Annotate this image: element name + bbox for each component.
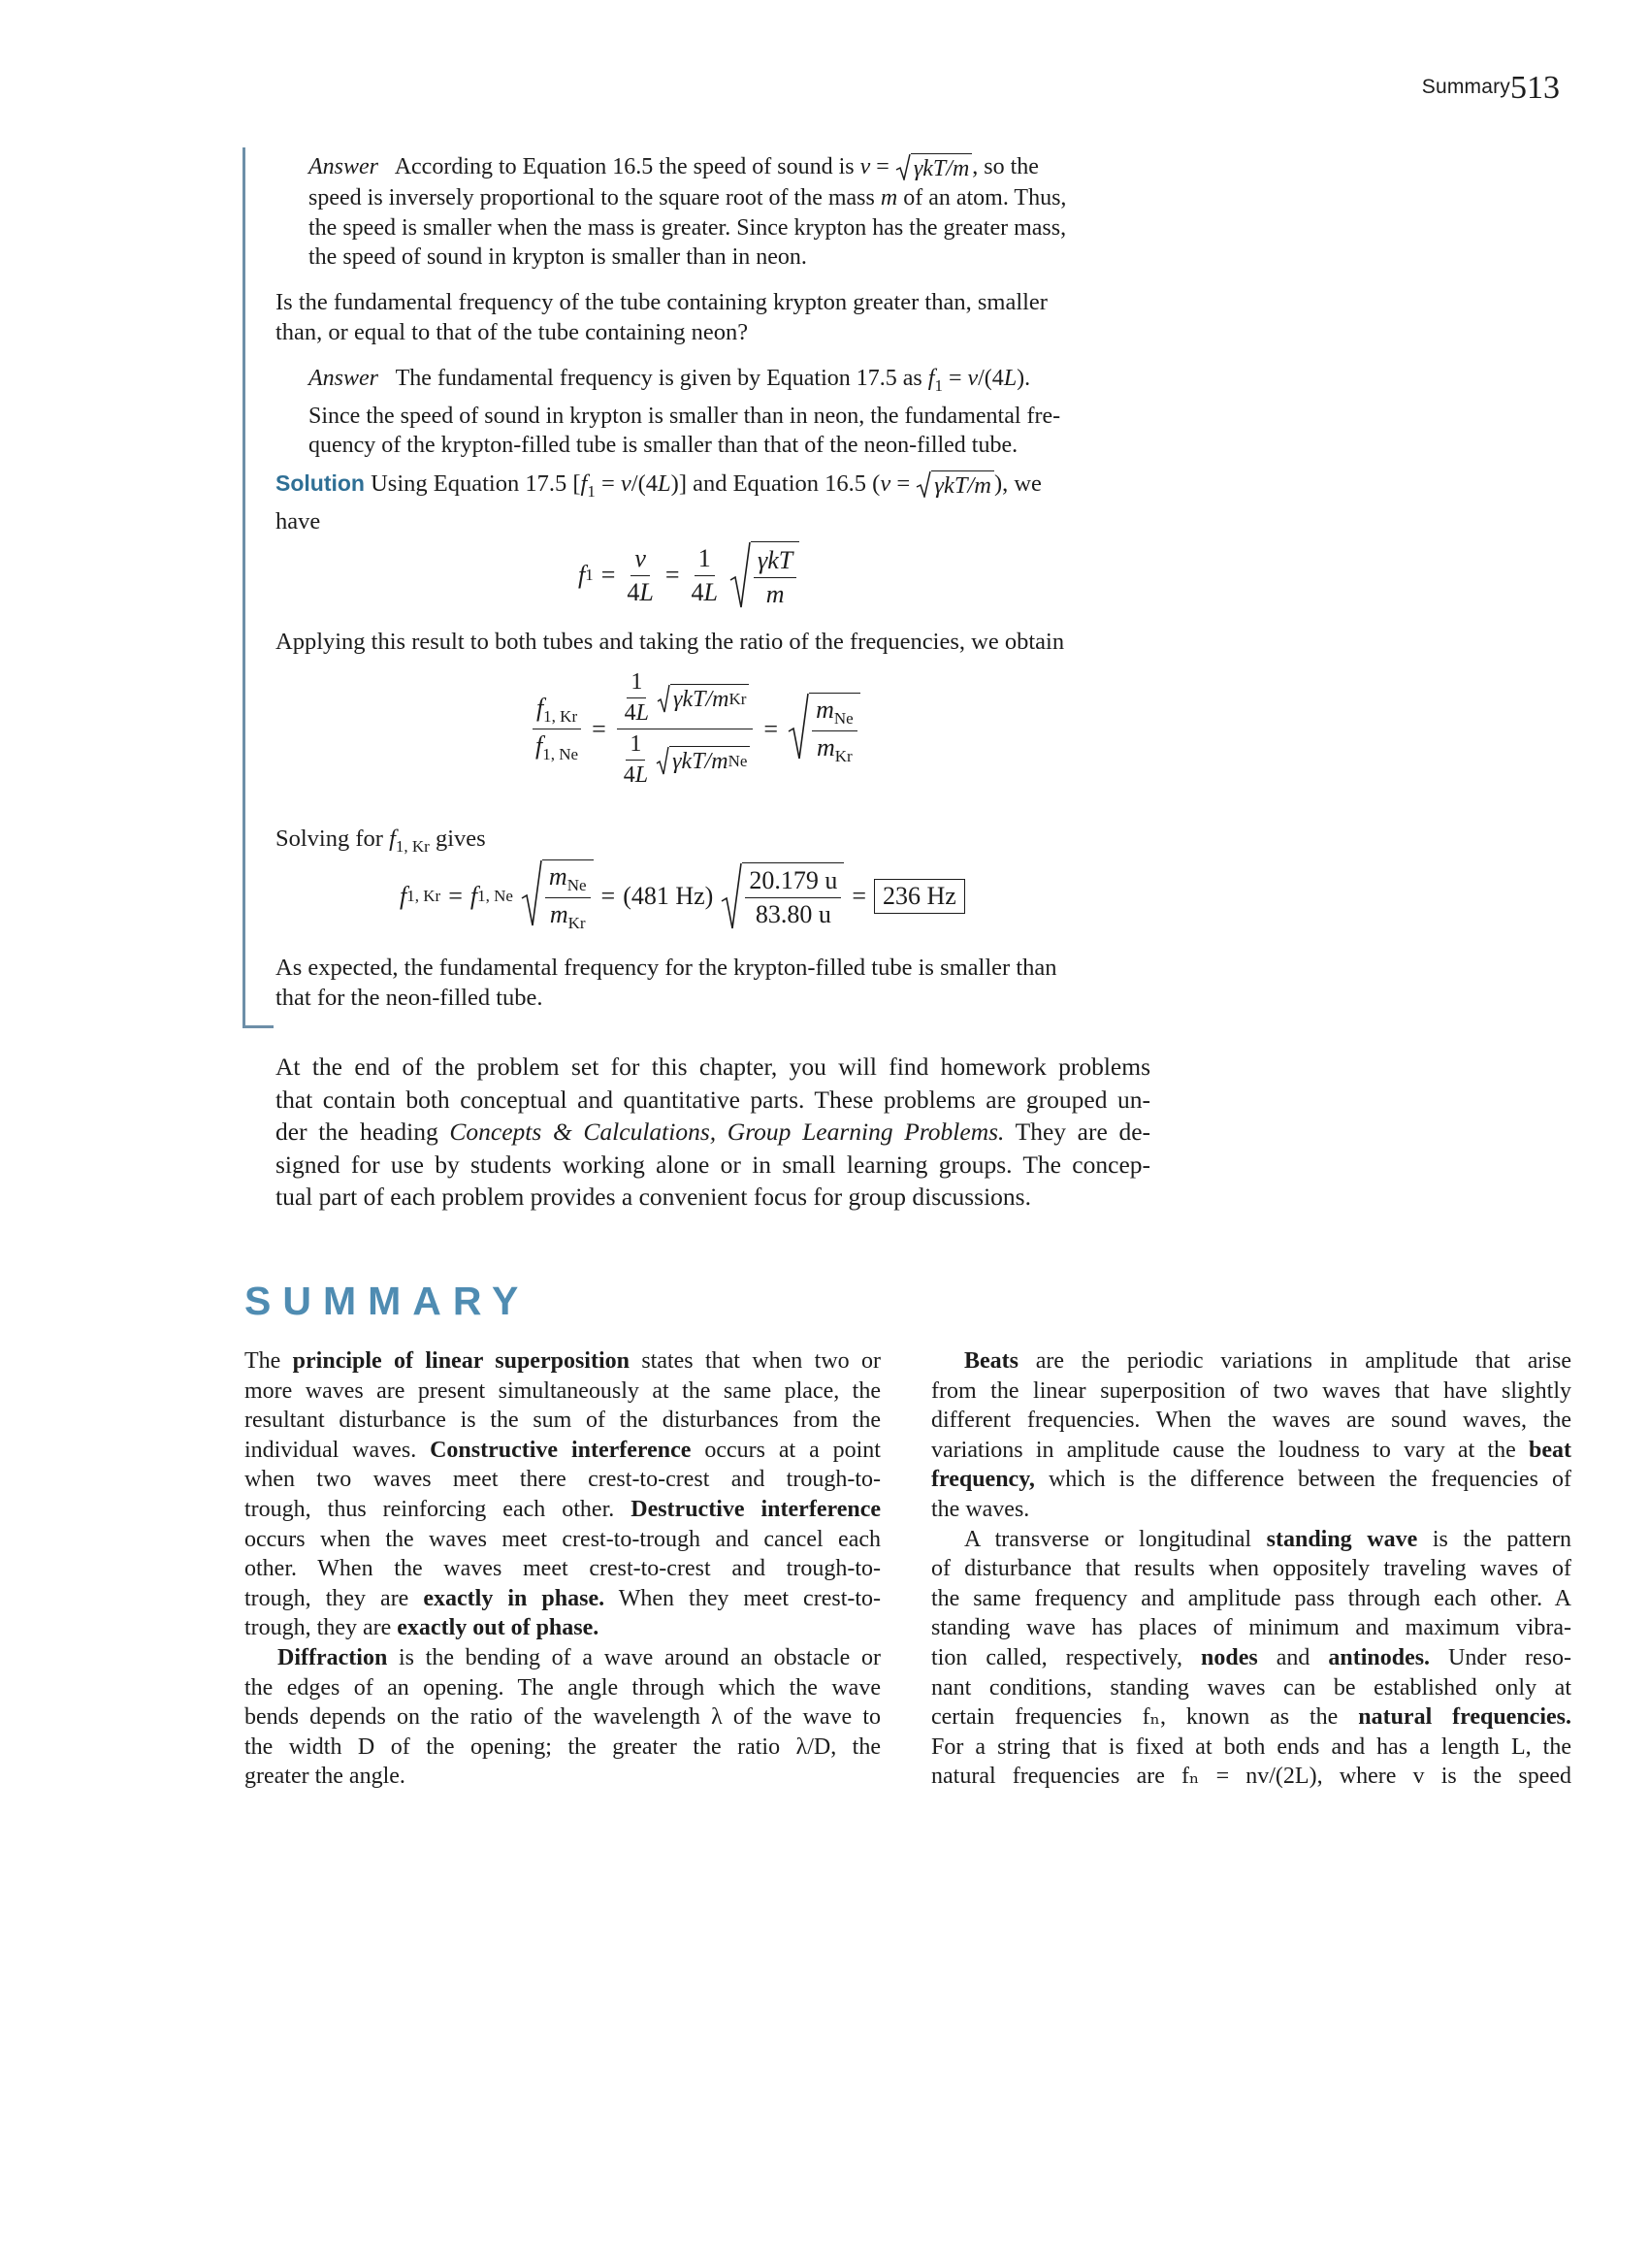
summary-line — [244, 1702, 881, 1733]
key-term: antinodes. — [1328, 1644, 1431, 1670]
key-term: Beats — [964, 1348, 1018, 1374]
answer-2-line-1: The fundamental frequency is given by Equation 17.5 as — [395, 366, 922, 391]
answer-1-line-2: speed is inversely proportional to the square root of the mass — [308, 185, 875, 211]
example-bracket-vertical — [242, 147, 245, 1028]
summary-text: the waves. — [931, 1496, 1030, 1522]
neon-frequency: (481 Hz) — [623, 882, 714, 910]
summary-text: when two waves meet there crest-to-crest and trough-to- — [244, 1467, 881, 1493]
solution-line-2: have — [275, 507, 321, 535]
summary-right-column — [931, 1346, 1571, 1792]
key-term: standing wave — [1266, 1526, 1418, 1552]
summary-text: the same frequency and amplitude pass through each other. A — [931, 1585, 1571, 1611]
answer-1-line-4: the speed of sound in krypton is smaller than in neon. — [308, 244, 807, 271]
summary-text: different frequencies. When the waves are sound waves, the — [931, 1408, 1571, 1434]
summary-text: trough, they are — [244, 1585, 424, 1611]
summary-line — [244, 1613, 881, 1643]
equation-fundamental-frequency: f 1 = $\frac{v}{4L}$ = $\frac{1}{4L}$ $\frac{\text{γkT}}{m}$ — [578, 541, 799, 609]
key-term: exactly out of phase. — [397, 1615, 599, 1641]
page-number: 513 — [1510, 70, 1560, 106]
summary-text: is the bending of a wave around an obstacle or — [387, 1644, 881, 1670]
summary-heading: SUMMARY — [244, 1279, 531, 1323]
summary-line — [931, 1613, 1571, 1643]
summary-text: natural frequencies are fₙ = nv/(2L), where v is the speed — [931, 1764, 1571, 1790]
summary-line — [931, 1377, 1571, 1407]
summary-line — [244, 1762, 881, 1792]
summary-text: tion called, respectively, — [931, 1644, 1202, 1670]
summary-line — [244, 1346, 881, 1377]
summary-line — [931, 1525, 1571, 1555]
summary-text: The — [244, 1348, 293, 1374]
summary-line — [931, 1554, 1571, 1584]
answer-2-line-2: Since the speed of sound in krypton is smaller than in neon, the fundamental fre- — [308, 403, 1061, 429]
summary-line — [244, 1495, 881, 1525]
summary-text: When they meet crest-to- — [604, 1585, 882, 1611]
summary-text: from the linear superposition of two waves that have slightly — [931, 1377, 1571, 1404]
summary-text: other. When the waves meet crest-to-crest and trough-to- — [244, 1556, 881, 1582]
summary-line — [931, 1495, 1571, 1525]
summary-line — [931, 1673, 1571, 1703]
summary-text: occurs at a point — [691, 1437, 881, 1463]
neon-mass: 20.179 u — [745, 866, 841, 898]
summary-line — [931, 1584, 1571, 1614]
summary-text: greater the angle. — [244, 1764, 405, 1790]
summary-text: which is the difference between the frequencies of — [1034, 1467, 1571, 1493]
summary-line — [244, 1673, 881, 1703]
summary-line — [931, 1436, 1571, 1466]
running-head: Summary — [1421, 76, 1510, 98]
summary-text: more waves are present simultaneously at the same place, the — [244, 1377, 881, 1404]
result-box: 236 Hz — [874, 879, 965, 914]
summary-line — [244, 1733, 881, 1763]
equation-krypton-frequency: f 1, Kr = f 1, Ne $\frac{m_{Ne}}{m_{Kr}}$ = (481 Hz) $\frac{20.179 u}{83.80 u}$ = 236 Hz — [400, 859, 965, 933]
summary-text: of disturbance that results when oppositely traveling waves of — [931, 1556, 1571, 1582]
question-2-line-1: Is the fundamental frequency of the tube containing krypton greater than, smaller — [275, 289, 1048, 315]
solution: Solution Using Equation 17.5 $[f_1 = v/(4L)]$ and Equation 16.5 (v = γkT/m ), we have — [275, 469, 1150, 536]
summary-line — [931, 1346, 1571, 1377]
summary-text: nant conditions, standing waves can be established only at — [931, 1674, 1571, 1701]
solving-text: Solving for $f_{1, Kr}$ gives — [275, 826, 486, 856]
key-term: Diffraction — [277, 1644, 388, 1670]
answer-label: Answer — [308, 366, 378, 391]
krypton-mass: 83.80 u — [755, 900, 831, 928]
summary-text: states that when two or — [629, 1348, 881, 1374]
answer-1-line-1: According to Equation 16.5 the speed of sound is — [394, 154, 855, 179]
conclusion — [275, 954, 1150, 1013]
sqrt-formula: γkT/m — [895, 153, 972, 184]
summary-line — [931, 1762, 1571, 1792]
answer-2-line-3: quency of the krypton-filled tube is smaller than that of the neon-filled tube. — [308, 433, 1018, 459]
summary-text: individual waves. — [244, 1437, 431, 1463]
key-term: natural frequencies. — [1358, 1704, 1571, 1731]
question-2-line-2: than, or equal to that of the tube containing neon? — [275, 318, 749, 345]
applying-text: Applying this result to both tubes and taking the ratio of the frequencies, we obtain — [275, 629, 1065, 655]
summary-text: the edges of an opening. The angle through which the wave — [244, 1674, 881, 1701]
solution-label: Solution — [275, 470, 365, 496]
summary-text: A transverse or longitudinal — [964, 1526, 1267, 1552]
key-term: beat — [1529, 1437, 1571, 1463]
summary-line — [244, 1406, 881, 1436]
answer-label: Answer — [308, 154, 378, 179]
answer-1-line-3: the speed is smaller when the mass is greater. Since krypton has the greater mass, — [308, 214, 1067, 241]
summary-line — [244, 1525, 881, 1555]
summary-text: certain frequencies fₙ, known as the — [931, 1704, 1359, 1731]
conclusion-line-2: that for the neon-filled tube. — [275, 984, 543, 1011]
group-learning-heading: Concepts & Calculations, Group Learning Problems. — [449, 1118, 1005, 1147]
example-bracket-foot — [242, 1025, 274, 1028]
summary-line — [931, 1643, 1571, 1673]
summary-text: trough, they are — [244, 1615, 398, 1641]
summary-text: resultant disturbance is the sum of the disturbances from the — [244, 1408, 881, 1434]
question-2 — [275, 288, 1150, 347]
key-term: exactly in phase. — [423, 1585, 605, 1611]
conclusion-line-1: As expected, the fundamental frequency for the krypton-filled tube is smaller than — [275, 955, 1057, 981]
equation-frequency-ratio: $\frac{f_{1, Kr}}{f_{1, Ne}}$ = $\frac{1}{4L}$ γkT/m Kr $\frac{1}{4L}$ γkT/m Ne = $\frac{m_{Ne}}{m_{Kr}}$ — [532, 669, 860, 789]
summary-line — [244, 1584, 881, 1614]
key-term: Constructive interference — [430, 1437, 692, 1463]
summary-line — [931, 1702, 1571, 1733]
closing-paragraph: At the end of the problem set for this chapter, you will find homework problems that contain both conceptual and quantitative parts. These problems are grouped un- der the heading Concepts & Calculations, Group Learning Problems. They are de- signed for use by students working alone or in small learning groups. The concep- tual part of each problem provides a convenient focus for group discussions. — [275, 1053, 1151, 1212]
summary-text: occurs when the waves meet crest-to-trough and cancel each — [244, 1526, 881, 1552]
summary-line — [931, 1406, 1571, 1436]
summary-text: is the pattern — [1417, 1526, 1571, 1552]
summary-text: For a string that is fixed at both ends and has a length L, the — [931, 1733, 1571, 1760]
key-term: Destructive interference — [630, 1496, 881, 1522]
summary-text: Under reso- — [1430, 1644, 1572, 1670]
summary-text: trough, thus reinforcing each other. — [244, 1496, 631, 1522]
key-term: frequency, — [931, 1467, 1035, 1493]
key-term: principle of linear superposition — [292, 1348, 630, 1374]
summary-text: the width D of the opening; the greater the ratio λ/D, the — [244, 1733, 881, 1760]
summary-text: are the periodic variations in amplitude that arise — [1018, 1348, 1571, 1374]
key-term: nodes — [1201, 1644, 1258, 1670]
answer-1: Answer According to Equation 16.5 the speed of sound is v = γkT/m , so the speed is inversely proportional to the square root of the mass m of an atom. Thus, the speed is smaller when the mass is greater. Since krypton has the greater mass, the speed of sound in krypton is smaller than in neon. — [308, 152, 1150, 273]
summary-line — [931, 1465, 1571, 1495]
summary-text: variations in amplitude cause the loudness to vary at the — [931, 1437, 1529, 1463]
summary-line — [244, 1643, 881, 1673]
summary-line — [931, 1733, 1571, 1763]
summary-text: bends depends on the ratio of the wavelength λ of the wave to — [244, 1704, 881, 1731]
summary-text: standing wave has places of minimum and maximum vibra- — [931, 1615, 1571, 1641]
answer-2: Answer The fundamental frequency is given by Equation 17.5 as $f_1 = v/(4L)$. Since the speed of sound in krypton is smaller than in neon, the fundamental fre- quency of the krypton-filled tube is smaller than that of the neon-filled tube. — [308, 364, 1150, 461]
summary-line — [244, 1465, 881, 1495]
summary-line — [244, 1554, 881, 1584]
summary-left-column — [244, 1346, 881, 1792]
summary-line — [244, 1377, 881, 1407]
summary-text: and — [1257, 1644, 1329, 1670]
summary-line — [244, 1436, 881, 1466]
